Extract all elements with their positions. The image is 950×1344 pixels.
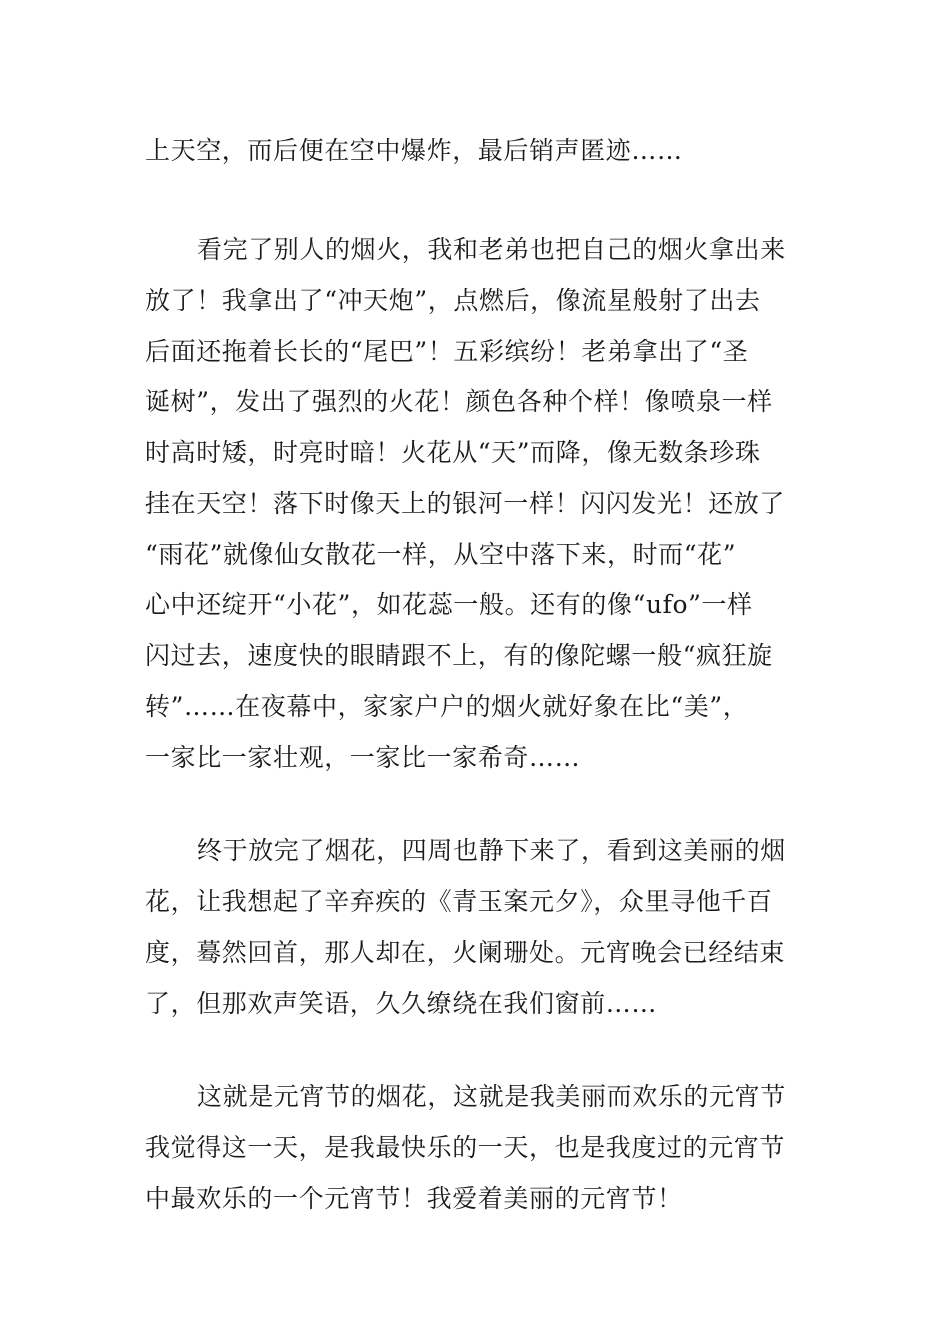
text-line: 这就是元宵节的烟花，这就是我美丽而欢乐的元宵节 [197,1082,786,1111]
text-line: “雨花”就像仙女散花一样，从空中落下来，时而“花” [145,540,737,569]
text-line: 一家比一家壮观，一家比一家希奇…… [145,743,581,772]
text-line: 上天空，而后便在空中爆炸，最后销声匿迹…… [145,136,683,165]
text-line: 后面还拖着长长的“尾巴”！五彩缤纷！老弟拿出了“圣 [145,337,749,366]
text-line: 我觉得这一天，是我最快乐的一天，也是我度过的元宵节 [145,1133,786,1162]
text-line: 闪过去，速度快的眼睛跟不上，有的像陀螺一般“疯狂旋 [145,641,773,670]
text-line: 诞树”，发出了强烈的火花！颜色各种个样！像喷泉一样 [145,387,773,416]
text-line: 度，蓦然回首，那人却在，火阑珊处。元宵晚会已经结束 [145,938,786,967]
text-line: 看完了别人的烟火，我和老弟也把自己的烟火拿出来 [197,235,786,264]
text-line: 转”……在夜幕中，家家户户的烟火就好象在比“美”， [145,692,749,721]
text-line: 心中还绽开“小花”，如花蕊一般。还有的像“ufo”一样 [145,590,753,619]
text-line: 放了！我拿出了“冲天炮”，点燃后，像流星般射了出去 [145,286,761,315]
text-line: 中最欢乐的一个元宵节！我爱着美丽的元宵节！ [145,1184,683,1213]
text-line: 花，让我想起了辛弃疾的《青玉案元夕》，众里寻他千百 [145,887,773,916]
text-line: 了，但那欢声笑语，久久缭绕在我们窗前…… [145,989,658,1018]
text-line: 终于放完了烟花，四周也静下来了，看到这美丽的烟 [197,836,786,865]
text-line: 时高时矮，时亮时暗！火花从“天”而降，像无数条珍珠 [145,438,761,467]
text-line: 挂在天空！落下时像天上的银河一样！闪闪发光！还放了 [145,489,786,518]
